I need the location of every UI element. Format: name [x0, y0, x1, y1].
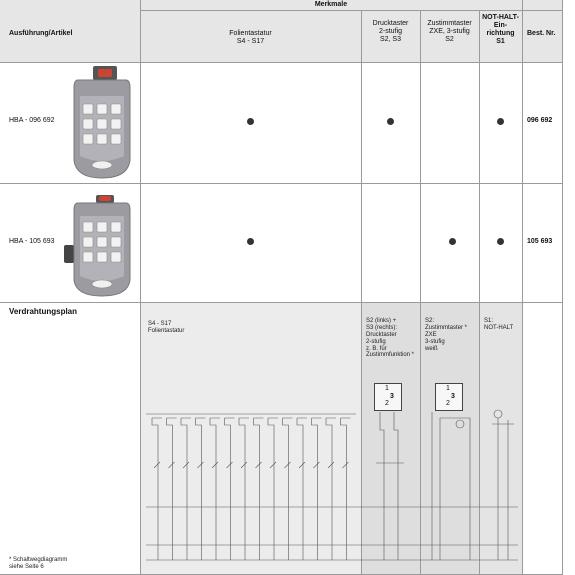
wiring-estop-label-2: NOT-HALT	[484, 324, 514, 331]
wiring-foil-label-2: Folientastatur	[148, 327, 185, 334]
footnote-line-1: * Schaltwegdiagramm	[9, 557, 68, 563]
column-header-enable	[420, 20, 479, 44]
foil-header-line-1: Folientastatur	[229, 30, 272, 37]
enable-header-line-3: S2	[445, 36, 454, 44]
push-switch-3: 3	[390, 393, 394, 400]
wiring-enable-label-4: 3-stufig	[425, 338, 445, 345]
wiring-title: Verdrahtungsplan	[9, 307, 78, 316]
enable-switch-3: 3	[451, 393, 455, 400]
footnote	[9, 557, 67, 571]
foil-header-line-2: S4 - S17	[236, 38, 265, 46]
row-2-foil-dot	[247, 238, 254, 245]
wiring-enable-label-3: ZXE	[425, 331, 437, 338]
wiring-push-label-6: Zustimmfunktion *	[366, 352, 415, 359]
wiring-shade-estop	[480, 302, 522, 574]
column-header-article: Ausführung/Artikel	[9, 30, 73, 37]
estop-header-line-1: NOT-HALT-	[482, 14, 519, 21]
wiring-push-label-5: z. B. für	[366, 345, 387, 352]
wiring-push-label-4: 2-stufig	[366, 338, 386, 345]
estop-header-line-2: Ein-	[493, 22, 508, 30]
wiring-push-label-3: Drucktaster	[366, 331, 397, 338]
wiring-foil-label-1: S4 - S17	[148, 321, 172, 327]
wiring-estop-label-1: S1:	[484, 318, 494, 324]
enable-switch-2: 2	[446, 400, 450, 407]
column-header-foil	[140, 30, 361, 46]
wiring-shade-foil	[140, 302, 361, 574]
wiring-enable-label-5: weiß	[425, 345, 438, 352]
wiring-enable-label-1: S2:	[425, 318, 435, 324]
row-2-estop-dot	[497, 238, 504, 245]
estop-header-line-3: richtung	[486, 30, 515, 38]
enable-header-line-1: Zustimmtaster	[427, 20, 472, 27]
push-switch-diagram	[374, 383, 402, 411]
row-1-estop-dot	[497, 118, 504, 125]
row-2-enable-dot	[449, 238, 456, 245]
column-header-estop	[479, 14, 522, 46]
row-1-order: 096 692	[527, 117, 553, 124]
wiring-enable-label	[425, 318, 467, 352]
wiring-push-label-1: S2 (links) +	[366, 318, 397, 324]
push-header-line-2: 2-stufig	[379, 28, 402, 36]
push-header-line-1: Drucktaster	[372, 20, 409, 27]
row-1-push-dot	[387, 118, 394, 125]
enable-header-line-2: ZXE, 3-stufig	[429, 28, 470, 36]
push-switch-2: 2	[385, 400, 389, 407]
merkmale-heading: Merkmale	[314, 1, 348, 8]
push-header-line-3: S2, S3	[379, 36, 401, 44]
wiring-push-label-2: S3 (rechts):	[366, 324, 398, 331]
footnote-line-2: siehe Seite 6	[9, 563, 44, 570]
row-2-article: HBA - 105 693	[9, 238, 55, 245]
enable-switch-diagram	[435, 383, 463, 411]
column-header-push	[361, 20, 420, 44]
wiring-push-label	[366, 318, 414, 359]
estop-header-line-4: S1	[496, 38, 505, 46]
row-1-article: HBA - 096 692	[9, 117, 55, 124]
row-2-order: 105 693	[527, 238, 553, 245]
enable-switch-1: 1	[446, 385, 450, 392]
wiring-foil-label	[148, 321, 184, 335]
column-header-order: Best. Nr.	[527, 30, 556, 37]
row-1-foil-dot	[247, 118, 254, 125]
wiring-estop-label	[484, 318, 513, 332]
wiring-enable-label-2: Zustimmtaster *	[425, 324, 468, 331]
push-switch-1: 1	[385, 385, 389, 392]
